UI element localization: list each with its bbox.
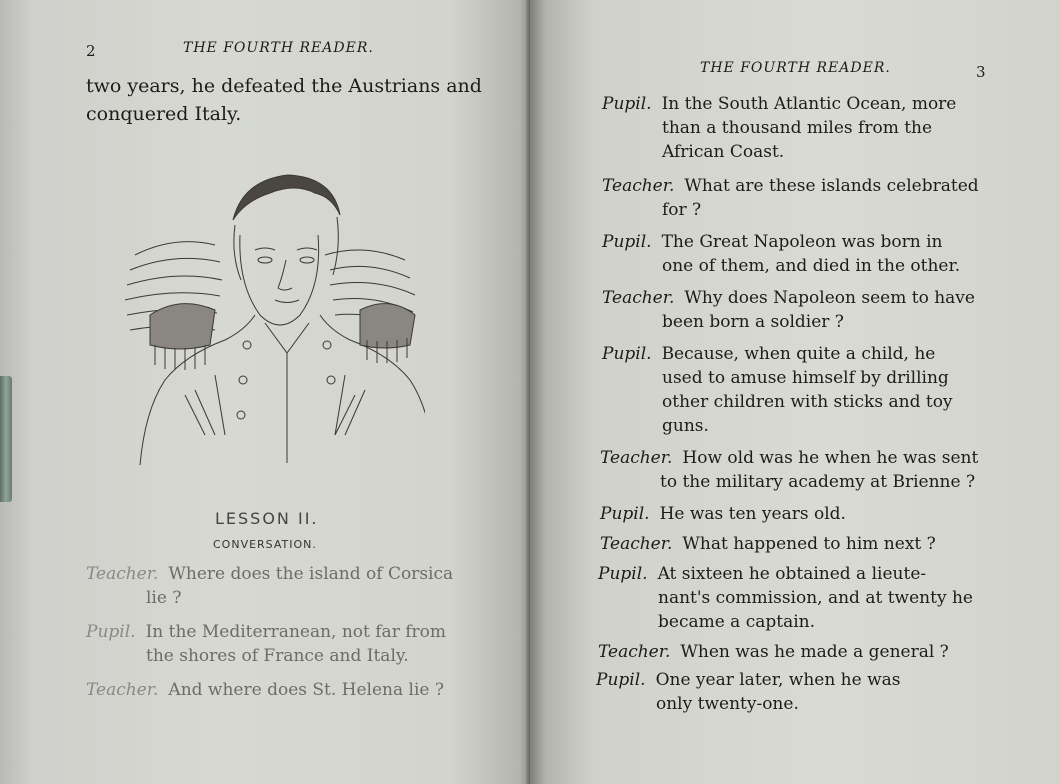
right-page	[530, 0, 1060, 784]
dialogue-line: Why does Napoleon seem to have	[684, 288, 975, 308]
dialogue-line: other children with sticks and toy	[662, 392, 953, 412]
dialogue-line: In the South Atlantic Ocean, more	[661, 94, 957, 114]
dialogue-entry	[600, 532, 1010, 556]
speaker-label: Pupil.	[596, 670, 646, 690]
speaker-label: Teacher.	[600, 534, 673, 554]
dialogue-line: He was ten years old.	[659, 504, 846, 524]
speaker-label: Pupil.	[602, 94, 652, 114]
speaker-label: Teacher.	[602, 176, 675, 196]
dialogue-line: In the Mediterranean, not far from	[145, 622, 446, 642]
running-head: THE FOURTH READER.	[700, 60, 891, 76]
dialogue-line: one of them, and died in the other.	[662, 256, 961, 276]
dialogue-entry	[602, 342, 1012, 438]
speaker-label: Pupil.	[598, 564, 648, 584]
intro-line: two years, he defeated the Austrians and	[86, 75, 482, 97]
dialogue-line: Because, when quite a child, he	[661, 344, 936, 364]
dialogue-entry	[598, 562, 1008, 634]
dialogue-line: And where does St. Helena lie ?	[168, 680, 444, 700]
dialogue-line: Where does the island of Corsica	[168, 564, 454, 584]
dialogue-line: than a thousand miles from the	[662, 118, 933, 138]
dialogue-line: When was he made a general ?	[680, 642, 949, 662]
dialogue-line: What are these islands celebrated	[684, 176, 979, 196]
dialogue-line: African Coast.	[662, 142, 785, 162]
speaker-label: Pupil.	[602, 232, 652, 252]
speaker-label: Teacher.	[86, 680, 159, 700]
dialogue-entry	[598, 640, 1008, 664]
dialogue-line: to the military academy at Brienne ?	[660, 472, 976, 492]
bookmark-tab	[0, 376, 12, 502]
running-head: THE FOURTH READER.	[183, 40, 374, 56]
dialogue-entry	[602, 230, 1012, 278]
dialogue-entry	[86, 620, 526, 668]
lesson-title: LESSON II.	[215, 509, 319, 528]
dialogue-line: been born a soldier ?	[662, 312, 844, 332]
dialogue-line: nant's commission, and at twenty he	[658, 588, 973, 608]
speaker-label: Pupil.	[86, 622, 136, 642]
dialogue-line: the shores of France and Italy.	[146, 646, 409, 666]
page-number: 3	[976, 63, 986, 81]
dialogue-line: lie ?	[146, 588, 182, 608]
dialogue-entry	[596, 668, 1006, 716]
lesson-subtitle: CONVERSATION.	[213, 538, 317, 551]
intro-line: conquered Italy.	[86, 103, 242, 125]
dialogue-entry	[600, 446, 1010, 494]
dialogue-line: guns.	[662, 416, 709, 436]
speaker-label: Teacher.	[600, 448, 673, 468]
dialogue-line: used to amuse himself by drilling	[662, 368, 949, 388]
dialogue-entry	[86, 678, 526, 702]
dialogue-entry	[602, 286, 1012, 334]
napoleon-portrait-engraving	[115, 165, 425, 465]
speaker-label: Teacher.	[598, 642, 671, 662]
dialogue-line: only twenty-one.	[656, 694, 799, 714]
dialogue-line: At sixteen he obtained a lieute-	[657, 564, 927, 584]
speaker-label: Teacher.	[86, 564, 159, 584]
dialogue-entry	[602, 174, 1012, 222]
dialogue-line: became a captain.	[658, 612, 816, 632]
dialogue-line: for ?	[662, 200, 702, 220]
dialogue-entry	[86, 562, 526, 610]
speaker-label: Pupil.	[600, 504, 650, 524]
dialogue-line: One year later, when he was	[655, 670, 901, 690]
dialogue-line: How old was he when he was sent	[682, 448, 979, 468]
dialogue-entry	[600, 502, 1010, 526]
page-number: 2	[86, 42, 96, 60]
speaker-label: Pupil.	[602, 344, 652, 364]
speaker-label: Teacher.	[602, 288, 675, 308]
dialogue-line: The Great Napoleon was born in	[661, 232, 943, 252]
dialogue-entry	[602, 92, 1012, 164]
dialogue-line: What happened to him next ?	[682, 534, 936, 554]
